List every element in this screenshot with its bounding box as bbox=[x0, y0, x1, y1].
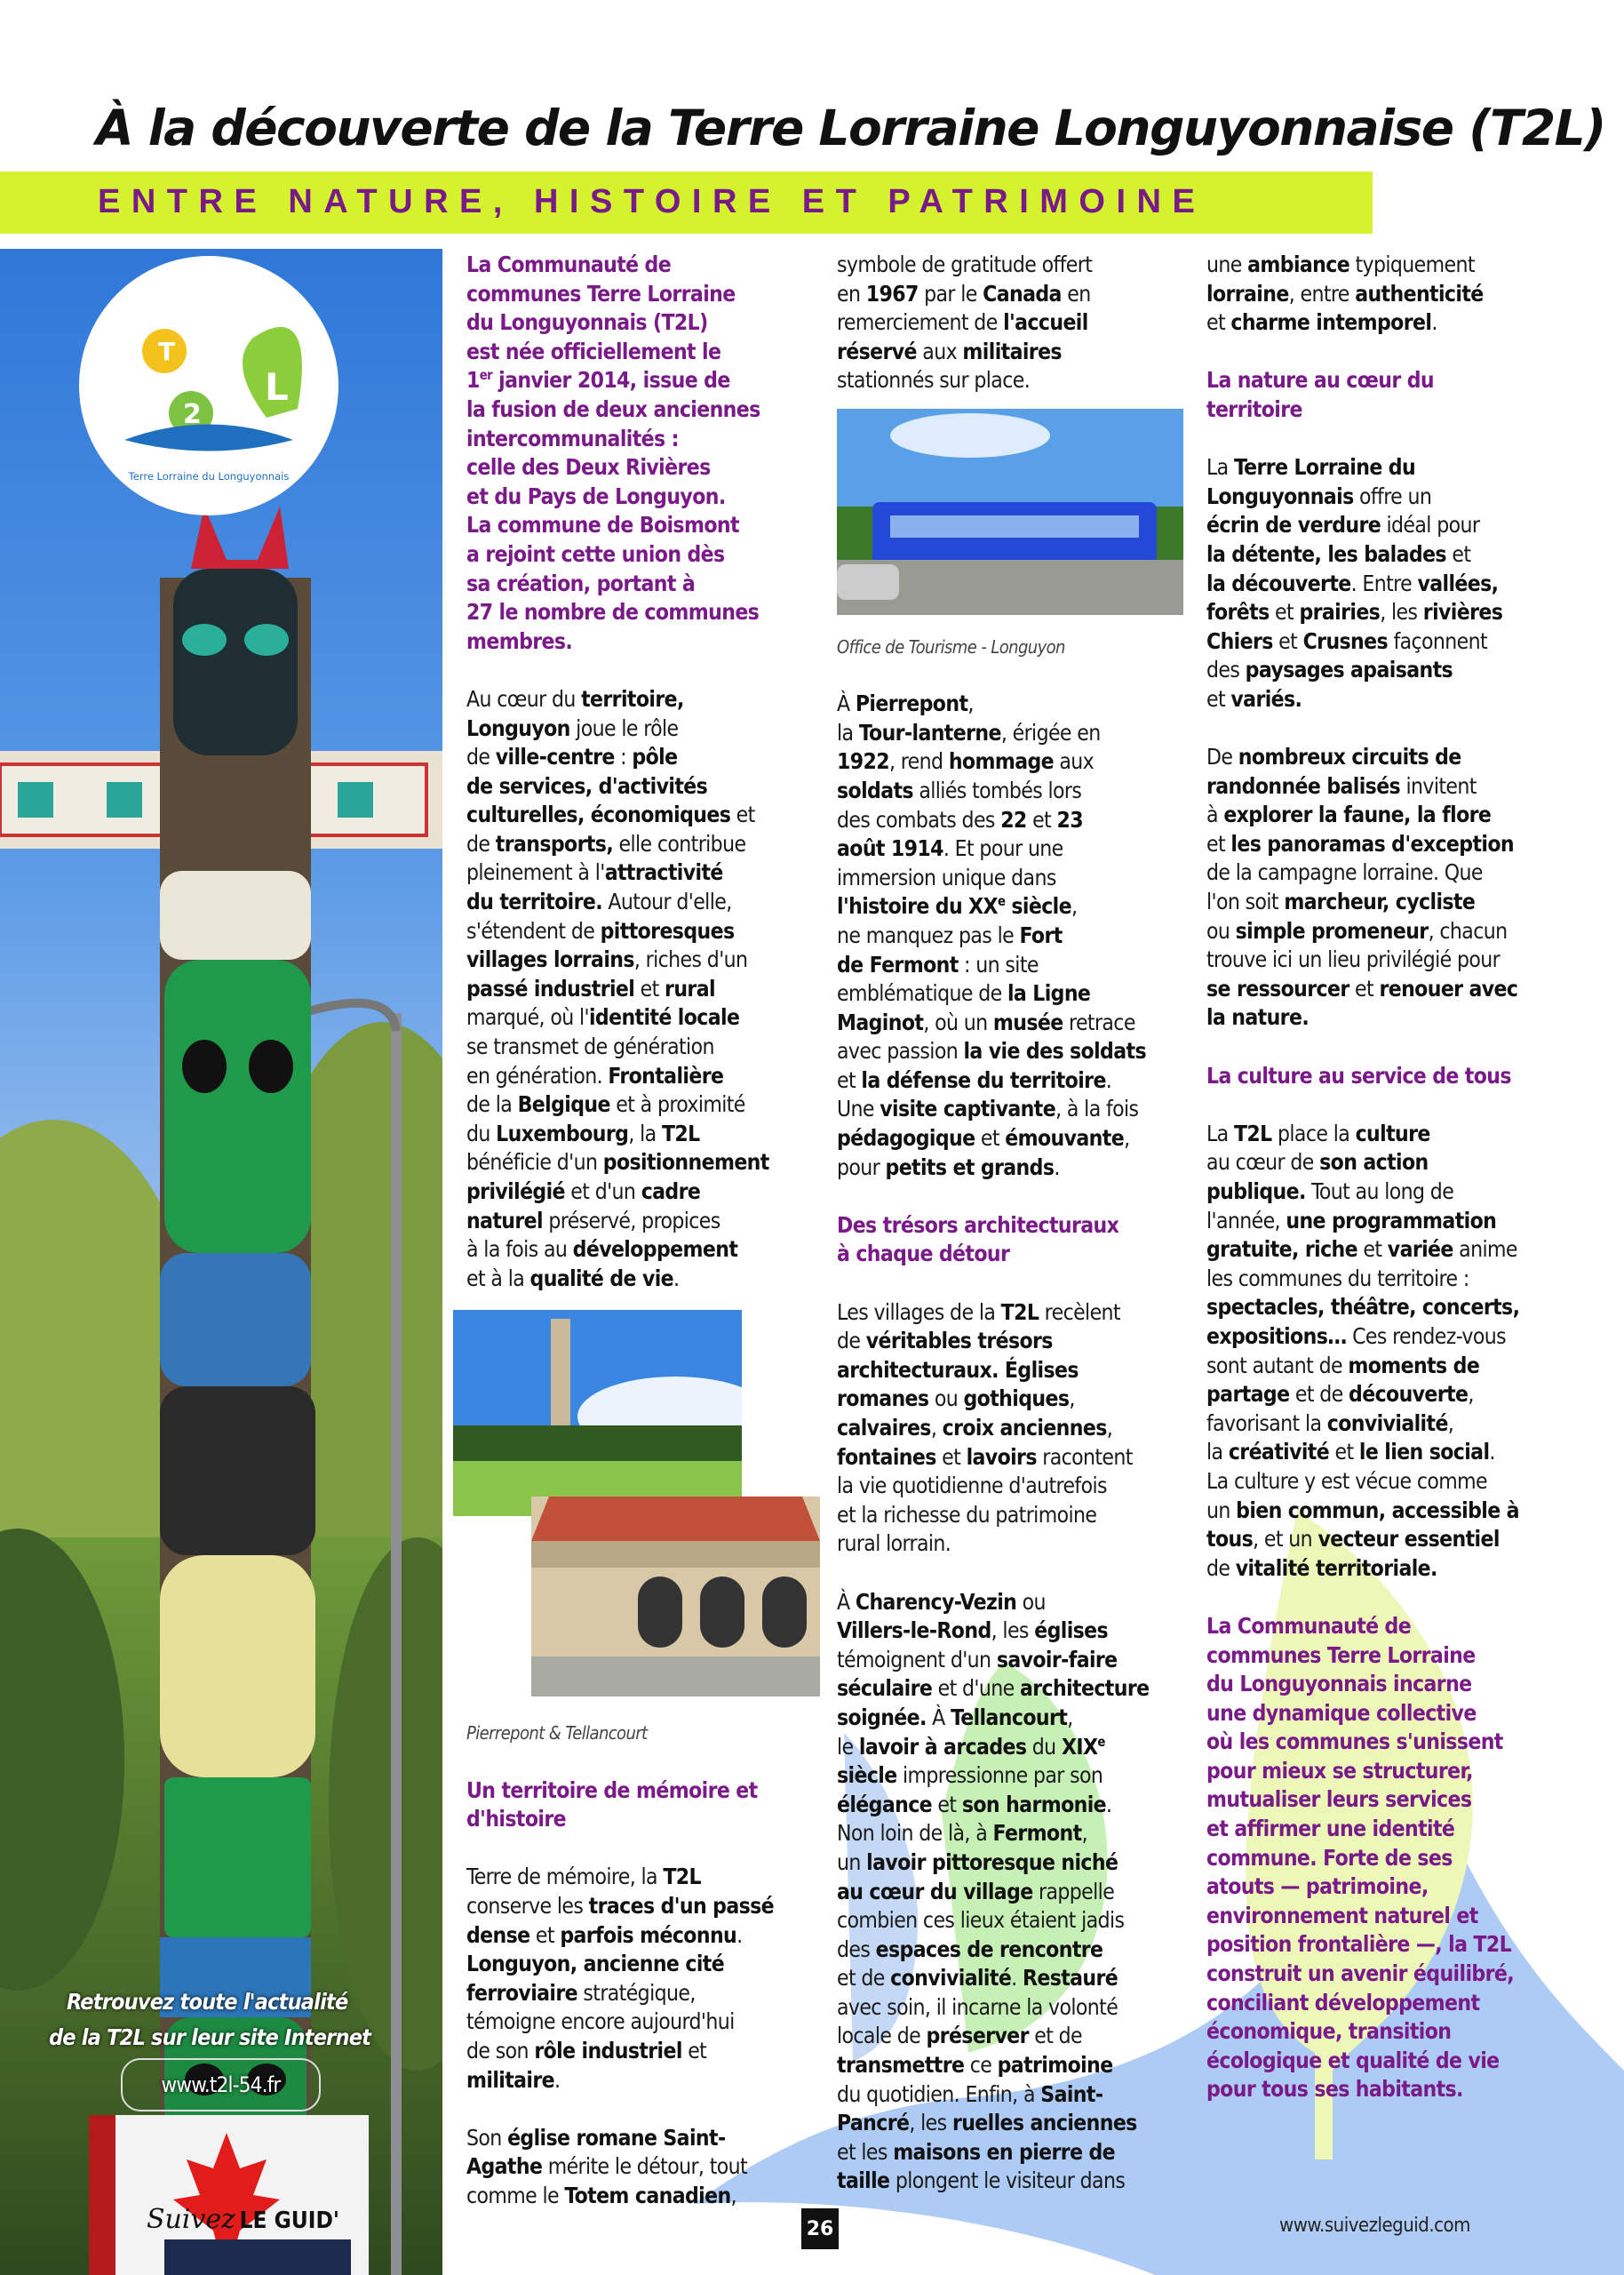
bold-text: espaces de rencontre bbox=[875, 1936, 1103, 1962]
paragraph: La Terre Lorraine du Longuyonnais offre un écrin de verdure idéal pour la détente, les balades et la découverte. Entre vallées, forêts et prairies, les rivières Chiers et Crusnes façonnent des paysages apaisants et variés. bbox=[1206, 454, 1503, 712]
bold-text: taille bbox=[837, 2167, 890, 2194]
paragraph: À Charency-Vezin ou Villers-le-Rond, les églises témoignent d'un savoir-faire séculaire et d'une architecture soignée. À Tellancourt, le lavoir à arcades du XIXe siècle impressionne par son élégance et son harmonie. Non loin de là, à Fermont, un lavoir pittoresque niché au cœur du village rappelle combien ces lieux étaient jadis des espaces de rencontre et de convivialité. Restauré avec soin, il incarne la volonté locale de préserver et de transmettre ce patrimoine du quotidien. Enfin, à Saint- Pancré, les ruelles anciennes et les maisons en pierre de taille plongent le visiteur dans bbox=[837, 1588, 1150, 2194]
bold-text: charme intemporel bbox=[1230, 309, 1432, 336]
bold-text: élégance bbox=[837, 1791, 933, 1817]
footer-website[interactable]: www.suivezleguid.com bbox=[1279, 2215, 1470, 2237]
bold-text: soignée. bbox=[837, 1704, 927, 1730]
bold-text: Tour-lanterne bbox=[858, 719, 1001, 746]
bold-text: transports, bbox=[495, 830, 614, 857]
bold-text: simple promeneur bbox=[1235, 917, 1429, 944]
bold-text: Fort bbox=[1019, 922, 1063, 948]
bold-text: authenticité bbox=[1355, 280, 1484, 307]
bold-text: architecture bbox=[1020, 1675, 1150, 1702]
bold-text: Saint- bbox=[1040, 2080, 1103, 2107]
bold-text: publique. bbox=[1206, 1178, 1306, 1204]
bold-text: expositions… bbox=[1206, 1322, 1347, 1349]
svg-text:L: L bbox=[265, 365, 289, 409]
bold-text: son action bbox=[1319, 1149, 1429, 1176]
bold-text: lavoir pittoresque niché bbox=[866, 1848, 1118, 1875]
bold-text: petits et grands bbox=[885, 1153, 1055, 1180]
bold-text: ville-centre bbox=[495, 744, 615, 770]
bold-text: spectacles, théâtre, concerts, bbox=[1206, 1294, 1520, 1321]
photo-caption: Office de Tourisme - Longuyon bbox=[837, 635, 1065, 658]
bold-text: la défense du territoire bbox=[861, 1066, 1106, 1093]
bold-text: 1967 bbox=[865, 280, 919, 307]
bold-text: Terre Lorraine du bbox=[1233, 454, 1416, 481]
office-tourisme-photo bbox=[837, 409, 1183, 615]
paragraph: Au cœur du territoire, Longuyon joue le rôle de ville-centre : pôle de services, d'activités culturelles, économiques et de transports, elle contribue pleinement à l'attractivité du territoire. Autour d'elle, s'étendent de pittoresques villages lorrains, riches d'un passé industriel et rural marqué, où l'identité locale se transmet de génération en génération. Frontalière de la Belgique et à proximité du Luxembourg, la T2L bénéficie d'un positionnement privilégié et d'un cadre naturel préservé, propices à la fois au développement et à la qualité de vie. bbox=[466, 685, 769, 1291]
bold-text: hommage bbox=[948, 748, 1054, 775]
bold-text: nombreux circuits de bbox=[1238, 744, 1461, 770]
highlight-paragraph: La Communauté de communes Terre Lorraine du Longuyonnais incarne une dynamique collective où les communes s'unissent pour mieux se structurer, mutualiser leurs services et affirmer une identité commune. Forte de ses atouts — patrimoine, environnement naturel et position frontalière —, la T2L construit un avenir équilibré, conciliant développement économique, transition écologique et qualité de vie pour tous ses habitants. bbox=[1206, 1612, 1514, 2103]
bold-text: convivialité bbox=[890, 1965, 1012, 1992]
bold-text: attractivité bbox=[604, 859, 723, 886]
overlay-line1: Retrouvez toute l'actualité bbox=[67, 1989, 348, 2015]
subtitle: ENTRE NATURE, HISTOIRE ET PATRIMOINE bbox=[98, 183, 1206, 220]
superscript: er bbox=[479, 368, 493, 384]
bold-text: Frontalière bbox=[608, 1062, 724, 1089]
highlight-paragraph: La Communauté de communes Terre Lorraine du Longuyonnais (T2L) est née officiellement le 1er janvier 2014, issue de la fusion de deux anciennes intercommunalités : celle des Deux Rivières et du Pays de Longuyon. La commune de Boismont a rejoint cette union dès sa création, portant à 27 le nombre de communes membres. bbox=[466, 251, 760, 654]
bold-text: Fermont bbox=[992, 1820, 1082, 1847]
bold-text: séculaire bbox=[837, 1675, 933, 1702]
bold-text: ferroviaire bbox=[466, 1979, 577, 2006]
bold-text: préserver bbox=[926, 2023, 1029, 2049]
bold-text: la détente, les balades bbox=[1206, 540, 1446, 567]
bold-text: gratuite, riche bbox=[1206, 1236, 1357, 1263]
bold-text: du territoire. bbox=[466, 889, 602, 915]
bold-text: églises bbox=[1034, 1617, 1109, 1644]
bold-text: Crusnes bbox=[1302, 627, 1389, 654]
paragraph: De nombreux circuits de randonnée balisés invitent à explorer la faune, la flore et les panoramas d'exception de la campagne lorraine. Que l'on soit marcheur, cycliste ou simple promeneur, chacun trouve ici un lieu privilégié pour se ressourcer et renouer avec la nature. bbox=[1206, 744, 1518, 1031]
bold-text: naturel bbox=[466, 1207, 543, 1233]
bold-text: calvaires bbox=[837, 1415, 931, 1441]
bold-text: romanes bbox=[837, 1385, 929, 1412]
paragraph: Les villages de la T2L recèlent de véritables trésors architecturaux. Églises romanes ou gothiques, calvaires, croix anciennes, fontaines et lavoirs racontent la vie quotidienne d'autrefois et la richesse du patrimoine rural lorrain. bbox=[837, 1298, 1133, 1557]
website-link-button[interactable] bbox=[121, 2058, 321, 2111]
bold-text: T2L bbox=[663, 1864, 701, 1890]
bold-text: architecturaux. Églises bbox=[837, 1356, 1079, 1383]
bold-text: pôle bbox=[632, 744, 678, 770]
bold-text: la découverte bbox=[1206, 570, 1351, 596]
bold-text: transmettre bbox=[837, 2052, 965, 2079]
bold-text: pédagogique bbox=[837, 1125, 975, 1152]
bold-text: écrin de verdure bbox=[1206, 512, 1381, 539]
bold-text: tous bbox=[1206, 1526, 1254, 1553]
bold-text: T2L bbox=[661, 1120, 700, 1146]
svg-text:2: 2 bbox=[183, 399, 202, 430]
bold-text: passé industriel bbox=[466, 975, 635, 1002]
bold-text: développement bbox=[572, 1236, 738, 1263]
bold-text: Tellancourt bbox=[951, 1704, 1068, 1730]
bold-text: T2L bbox=[1233, 1120, 1272, 1146]
bold-text: ruelles anciennes bbox=[951, 2110, 1137, 2136]
bold-text: 23 bbox=[1056, 806, 1083, 833]
bold-text: variée bbox=[1387, 1236, 1453, 1263]
bold-text: siècle bbox=[837, 1762, 897, 1789]
bold-text: marcheur, cycliste bbox=[1284, 889, 1476, 915]
bold-text: qualité de vie bbox=[529, 1265, 674, 1291]
section-heading: Des trésors architecturaux à chaque détour bbox=[837, 1211, 1119, 1267]
bold-text: moments de bbox=[1348, 1352, 1480, 1378]
bold-text: créativité bbox=[1228, 1439, 1330, 1465]
paragraph: À Pierrepont, la Tour-lanterne, érigée en 1922, rend hommage aux soldats alliés tombés lors des combats des 22 et 23 août 1914. Et pour une immersion unique dans l'histoire du XXe siècle, ne manquez pas le Fort de Fermont : un site emblématique de la Ligne Maginot, où un musée retrace avec passion la vie des soldats et la défense du territoire. Une visite captivante, à la fois pédagogique et émouvante, pour petits et grands. bbox=[837, 690, 1146, 1180]
bold-text: paysages apaisants bbox=[1245, 657, 1453, 683]
bold-text: territoire, bbox=[581, 685, 684, 712]
bold-text: de services, d'activités bbox=[466, 772, 708, 799]
bold-text: Luxembourg bbox=[496, 1120, 629, 1146]
bold-text: Agathe bbox=[466, 2153, 543, 2180]
bold-text: convivialité bbox=[1326, 1409, 1448, 1436]
bold-text: militaire bbox=[466, 2066, 555, 2093]
tellancourt-lavoir-photo bbox=[531, 1497, 820, 1696]
bold-text: dense bbox=[466, 1921, 530, 1948]
bold-text: lavoirs bbox=[966, 1443, 1037, 1470]
bold-text: se ressourcer bbox=[1206, 975, 1349, 1002]
bold-text: explorer la faune, la flore bbox=[1223, 802, 1492, 828]
page-title: À la découverte de la Terre Lorraine Longuyonnaise (T2L) bbox=[96, 100, 1605, 156]
bold-text: cadre bbox=[641, 1178, 701, 1204]
bold-text: vallées, bbox=[1417, 570, 1499, 596]
bold-text: rural bbox=[665, 975, 715, 1002]
bold-text: la Ligne bbox=[1007, 980, 1091, 1007]
bold-text: Villers-le-Rond bbox=[837, 1617, 991, 1644]
bold-text: parfois méconnu bbox=[560, 1921, 737, 1948]
bold-text: pittoresques bbox=[600, 917, 735, 944]
bold-text: militaires bbox=[962, 338, 1062, 364]
logo-script: Suivez bbox=[147, 2204, 235, 2235]
subtitle-band bbox=[0, 172, 1373, 234]
bold-text: Canada bbox=[983, 280, 1062, 307]
section-heading: La culture au service de tous bbox=[1206, 1062, 1511, 1089]
bold-text: T2L bbox=[1000, 1298, 1039, 1325]
bold-text: Maginot bbox=[837, 1009, 924, 1035]
bold-text: 22 bbox=[1000, 806, 1027, 833]
bold-text: XIXe bbox=[1061, 1733, 1105, 1760]
column-1 bbox=[466, 251, 822, 2239]
bold-text: lavoir à arcades bbox=[858, 1733, 1027, 1760]
paragraph: symbole de gratitude offert en 1967 par le Canada en remerciement de l'accueil réservé aux militaires stationnés sur place. bbox=[837, 251, 1093, 394]
column-3 bbox=[1206, 251, 1562, 2134]
bold-text: le lien social bbox=[1358, 1439, 1490, 1465]
section-heading: Un territoire de mémoire et d'histoire bbox=[466, 1776, 758, 1832]
bold-text: culturelles, économiques bbox=[466, 802, 731, 828]
paragraph: une ambiance typiquement lorraine, entre authenticité et charme intemporel. bbox=[1206, 251, 1484, 336]
svg-text:T: T bbox=[158, 337, 176, 366]
paragraph: La T2L place la culture au cœur de son action publique. Tout au long de l'année, une programmation gratuite, riche et variée anime les communes du territoire : spectacles, théâtre, concerts, expositions… Ces rendez-vous sont autant de moments de partage et de découverte, favorisant la convivialité, la créativité et le lien social. La culture y est vécue comme un bien commun, accessible à tous, et un vecteur essentiel de vitalité territoriale. bbox=[1206, 1120, 1520, 1581]
bold-text: réservé bbox=[837, 338, 917, 364]
bold-text: traces d'un passé bbox=[588, 1892, 774, 1919]
bold-text: l'histoire du XXe siècle bbox=[837, 893, 1071, 920]
bold-text: Charency-Vezin bbox=[855, 1588, 1017, 1615]
paragraph: Terre de mémoire, la T2L conserve les traces d'un passé dense et parfois méconnu. Longuyon, ancienne cité ferroviaire stratégique, témoigne encore aujourd'hui de son rôle industriel et militaire. bbox=[466, 1864, 774, 2093]
bold-text: Belgique bbox=[517, 1091, 610, 1118]
bold-text: maisons en pierre de bbox=[893, 2138, 1116, 2165]
bold-text: visite captivante bbox=[880, 1096, 1056, 1122]
bold-text: Chiers bbox=[1206, 627, 1273, 654]
bold-text: savoir-faire bbox=[996, 1646, 1118, 1672]
bold-text: son harmonie bbox=[961, 1791, 1107, 1817]
photo-collage bbox=[453, 1310, 822, 1719]
bold-text: partage bbox=[1206, 1381, 1290, 1408]
bold-text: de Fermont bbox=[837, 951, 959, 978]
overlay-line2: de la T2L sur leur site Internet bbox=[49, 2024, 371, 2050]
bold-text: Longuyonnais bbox=[1206, 483, 1354, 509]
bold-text: août 1914 bbox=[837, 835, 943, 862]
bold-text: patrimoine bbox=[997, 2052, 1113, 2079]
paragraph: Son église romane Saint- Agathe mérite le détour, tout comme le Totem canadien, bbox=[466, 2124, 748, 2208]
bold-text: gothiques bbox=[963, 1385, 1070, 1412]
le-guid-logo bbox=[147, 2204, 339, 2235]
logo-text: Terre Lorraine du Longuyonnais bbox=[128, 470, 290, 483]
pierrepont-tower-photo bbox=[453, 1310, 742, 1516]
superscript: e bbox=[1097, 1734, 1105, 1750]
page-number: 26 bbox=[801, 2208, 839, 2249]
bold-text: croix anciennes bbox=[942, 1415, 1107, 1441]
bold-text: l'accueil bbox=[1003, 309, 1088, 336]
bold-text: Pancré bbox=[837, 2110, 910, 2136]
bold-text: musée bbox=[992, 1009, 1063, 1035]
photo-caption: Pierrepont & Tellancourt bbox=[466, 1721, 648, 1744]
bold-text: lorraine bbox=[1206, 280, 1289, 307]
bold-text: rôle industriel bbox=[534, 2037, 682, 2063]
bold-text: culture bbox=[1355, 1120, 1430, 1146]
bold-text: identité locale bbox=[588, 1004, 740, 1031]
bold-text: soldats bbox=[837, 777, 913, 803]
bold-text: découverte bbox=[1349, 1381, 1469, 1408]
bold-text: bien commun, accessible à bbox=[1236, 1497, 1519, 1523]
bold-text: renouer avec bbox=[1379, 975, 1518, 1002]
bold-text: la vie des soldats bbox=[963, 1038, 1146, 1065]
column-2 bbox=[837, 251, 1192, 2225]
bold-text: prairies bbox=[1299, 599, 1381, 626]
bold-text: les panoramas d'exception bbox=[1230, 830, 1514, 857]
superscript: e bbox=[997, 894, 1006, 910]
bold-text: fontaines bbox=[837, 1443, 936, 1470]
bold-text: variés. bbox=[1230, 685, 1302, 712]
bold-text: rivières bbox=[1422, 599, 1503, 626]
bold-text: villages lorrains bbox=[466, 946, 634, 973]
bold-text: randonnée balisés bbox=[1206, 772, 1401, 799]
bold-text: Longuyon bbox=[466, 714, 570, 741]
totem-illustration bbox=[0, 249, 442, 2275]
bold-text: positionnement bbox=[602, 1149, 769, 1176]
logo-brand: LE GUID' bbox=[239, 2207, 340, 2234]
bold-text: une programmation bbox=[1286, 1207, 1497, 1233]
bold-text: église romane Saint- bbox=[507, 2124, 726, 2151]
bold-text: la nature. bbox=[1206, 1004, 1310, 1031]
totem-photo bbox=[0, 249, 442, 2275]
bold-text: véritables trésors bbox=[865, 1328, 1053, 1354]
bold-text: privilégié bbox=[466, 1178, 565, 1204]
bold-text: Longuyon, ancienne cité bbox=[466, 1951, 725, 1977]
bold-text: vitalité territoriale. bbox=[1235, 1554, 1437, 1581]
bold-text: Pierrepont bbox=[855, 690, 968, 717]
bold-text: forêts bbox=[1206, 599, 1270, 626]
website-link[interactable]: www.t2l-54.fr bbox=[161, 2072, 281, 2097]
bold-text: émouvante bbox=[1005, 1125, 1125, 1152]
bold-text: 1922 bbox=[837, 748, 889, 775]
section-heading: La nature au cœur du territoire bbox=[1206, 367, 1435, 422]
bold-text: au cœur du village bbox=[837, 1878, 1033, 1904]
bold-text: Restauré bbox=[1022, 1965, 1118, 1992]
bold-text: ambiance bbox=[1247, 251, 1350, 277]
bold-text: Totem canadien bbox=[564, 2182, 731, 2208]
bold-text: vecteur essentiel bbox=[1318, 1526, 1500, 1553]
